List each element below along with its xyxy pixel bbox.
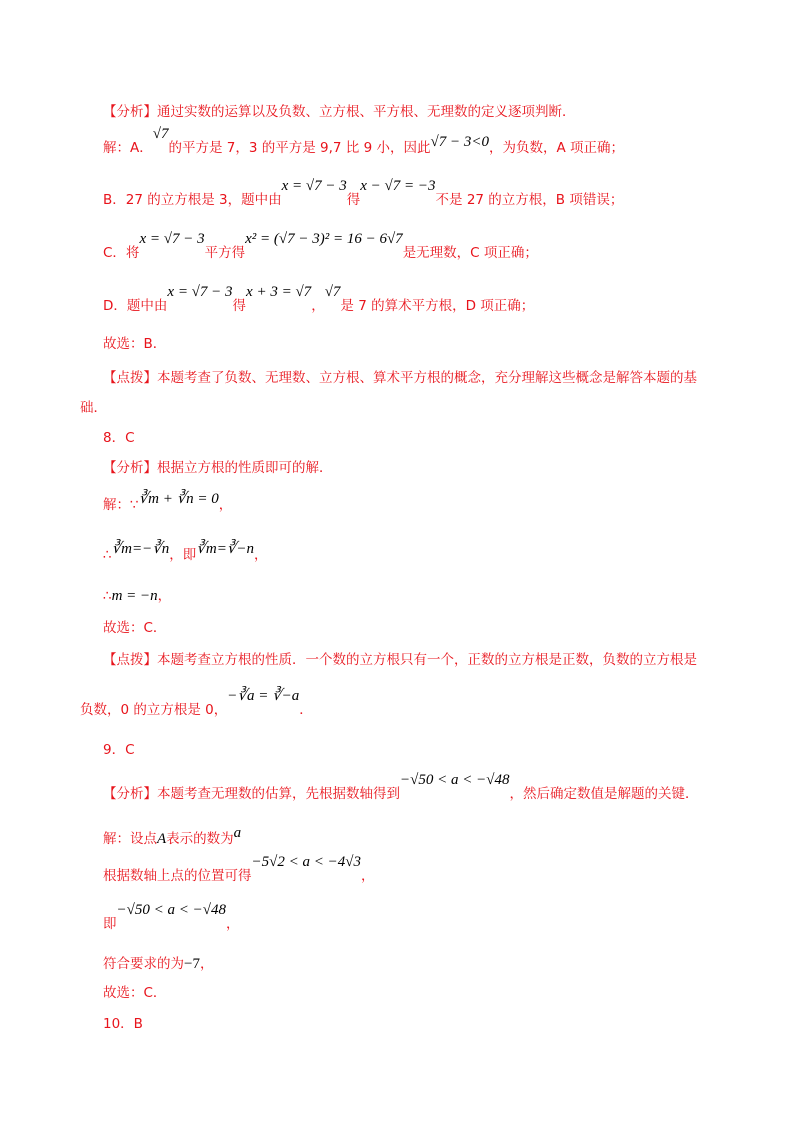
solution-b [103,178,624,210]
answer-8 [103,618,166,638]
text: 平方得 [204,245,246,261]
math-expr: −7 [184,956,200,972]
math-var: a [233,825,242,841]
answer-7 [103,334,166,354]
math-expr: x − √7 = −3 [360,178,436,194]
text: 础． [80,400,107,416]
question-8 [103,428,135,448]
math-expr: x = √7 − 3 [139,231,205,247]
text: 符合要求的为 [103,956,184,972]
math-expr: −√50 < a < −√48 [116,902,226,918]
text: 故选：C． [103,620,167,636]
text: 是 7 的算术平方根，D 项正确； [340,298,535,314]
math-expr: ∛m=∛−n [196,541,254,557]
text: 【点拨】本题考查了负数、无理数、立方根、算术平方根的概念，充分理解这些概念是解答本题的基 [103,370,697,386]
note-8 [103,650,697,670]
math-expr: √7 [324,284,341,300]
text: D．题中由 [103,298,168,314]
text: ，然后确定数值是解题的关键． [509,786,699,802]
text: 8．C [103,430,135,446]
math-var: A [157,831,167,847]
solution-9-3 [103,902,240,934]
math-expr: x = √7 − 3 [167,284,233,300]
analysis-7 [103,102,576,122]
text: 解：A． [103,140,153,156]
note-7-cont [80,398,107,418]
math-expr: x² = (√7 − 3)² = 16 − 6√7 [245,231,403,247]
math-expr: √7 [152,126,169,142]
text: 不是 27 的立方根，B 项错误； [435,192,624,208]
text: ，为负数，A 项正确； [488,140,624,156]
math-expr: √7 − 3<0 [430,134,489,150]
text: 的平方是 7，3 的平方是 9,7 比 9 小，因此 [168,140,431,156]
text: ， [157,588,172,604]
math-expr: m = −n [111,588,158,604]
text: ， [225,916,240,932]
text: 负数，0 的立方根是 0， [80,702,228,718]
solution-8-3 [103,586,171,606]
text: 得 [232,298,247,314]
text: B．27 的立方根是 3，题中由 [103,192,282,208]
note-7 [103,368,697,388]
text: 故选：B． [103,336,167,352]
text: ， [218,497,233,513]
question-9 [103,740,135,760]
text: 【分析】本题考查无理数的估算，先根据数轴得到 [103,786,400,802]
text: ， [254,547,268,563]
solution-c [103,231,538,263]
text: ， [311,298,325,314]
therefore-symbol: ∴ [103,547,112,563]
math-expr: x = √7 − 3 [281,178,347,194]
text: C．将 [103,245,140,261]
text: 【点拨】本题考查立方根的性质．一个数的立方根只有一个，正数的立方根是正数，负数的立方根是 [103,652,697,668]
solution-8-2 [103,541,268,565]
answer-9 [103,983,166,1003]
text: 10．B [103,1016,143,1032]
text: ，即 [169,547,197,563]
text: 表示的数为 [166,831,234,847]
solution-8-1 [103,491,233,515]
math-expr: −5√2 < a < −4√3 [251,854,361,870]
text: 根据数轴上点的位置可得 [103,868,252,884]
solution-9-2 [103,854,375,886]
text: 解：设点 [103,831,157,847]
solution-9-4 [103,954,213,974]
text: 故选：C． [103,985,167,1001]
text: ， [360,868,375,884]
text: 9．C [103,742,135,758]
text: 解： [103,497,130,513]
text: 是无理数，C 项正确； [402,245,538,261]
note-8-cont [80,688,313,720]
solution-9-1 [103,825,242,849]
math-expr: ∛m=−∛n [111,541,170,557]
math-expr: ∛m + ∛n = 0 [138,491,219,507]
solution-a [103,126,624,158]
therefore-symbol: ∴ [103,588,112,604]
question-10 [103,1014,143,1034]
because-symbol: ∵ [130,497,139,513]
analysis-9 [103,772,699,804]
text: 得 [346,192,361,208]
solution-d [103,284,535,316]
math-expr: −√50 < a < −√48 [400,772,510,788]
math-expr: x + 3 = √7 [246,284,312,300]
text: 【分析】根据立方根的性质即可的解． [103,460,333,476]
analysis-8 [103,458,333,478]
text: ， [199,956,214,972]
math-expr: −∛a = ∛−a [227,688,300,704]
text: 【分析】通过实数的运算以及负数、立方根、平方根、无理数的定义逐项判断． [103,104,576,120]
text: 即 [103,916,117,932]
text: ． [299,702,313,718]
